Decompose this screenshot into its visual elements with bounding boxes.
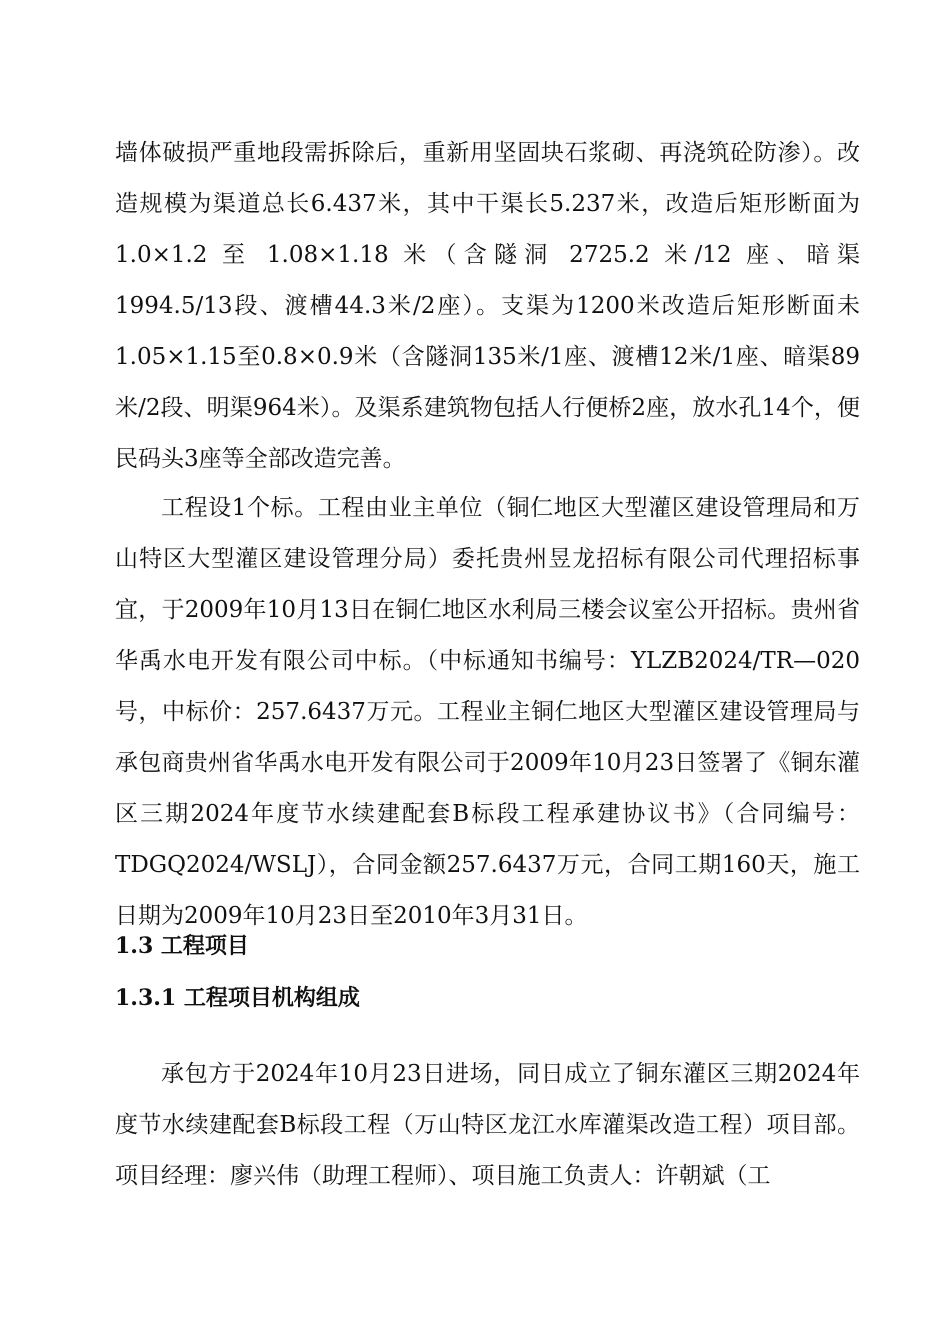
section-heading: 1.3 工程项目 [115,933,249,959]
body-paragraph-scope: 墙体破损严重地段需拆除后，重新用坚固块石浆砌、再浇筑砼防渗）。改造规模为渠道总长6.437米，其中干渠长5.237米，改造后矩形断面为 1.0×1.2 至 1.08×1.18 米（含隧洞 2725.2 米/12 座、暗渠1994.5/13段、渡槽44.3米/2座）。支渠为1200米改造后矩形断面未1.05×1.15至0.8×0.9米（含隧洞135米/1座、渡槽12米/1座、暗渠89米/2段、明渠964米）。及渠系建筑物包括人行便桥2座，放水孔14个，便民码头3座等全部改造完善。 [115,140,860,472]
body-paragraph-bidding: 工程设1个标。工程由业主单位（铜仁地区大型灌区建设管理局和万山特区大型灌区建设管理分局）委托贵州昱龙招标有限公司代理招标事宜，于2009年10月13日在铜仁地区水利局三楼会议室公开招标。贵州省华禹水电开发有限公司中标。（中标通知书编号：YLZB2024/TR—020号，中标价：257.6437万元。工程业主铜仁地区大型灌区建设管理局与承包商贵州省华禹水电开发有限公司于2009年10月23日签署了《铜东灌区三期2024年度节水续建配套B标段工程承建协议书》（合同编号：TDGQ2024/WSLJ），合同金额257.6437万元，合同工期160天，施工日期为2009年10月23日至2010年3月31日。 [115,495,860,929]
subsection-heading: 1.3.1 工程项目机构组成 [115,985,360,1011]
body-paragraph-organization: 承包方于2024年10月23日进场，同日成立了铜东灌区三期2024年度节水续建配套B标段工程（万山特区龙江水库灌渠改造工程）项目部。项目经理：廖兴伟（助理工程师）、项目施工负责人：许朝斌（工 [115,1061,860,1189]
